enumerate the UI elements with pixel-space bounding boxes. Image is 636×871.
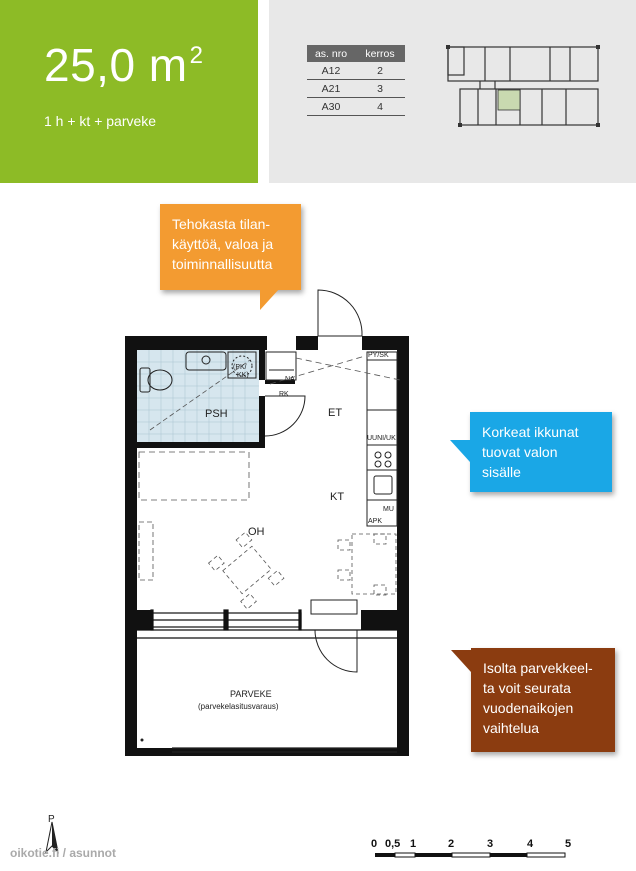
scale-tick-label: 0 [371,838,378,850]
scale-tick-label: 5 [565,838,572,850]
label-na: NA [285,376,295,383]
label-uuni-uk: UUNI/UK [367,435,396,442]
callout-pointer [451,650,471,672]
col-header-apartment: as. nro [307,45,355,62]
callout-pointer [450,440,470,462]
room-label-parveke: PARVEKE [230,689,272,699]
room-label-et: ET [328,407,343,419]
scale-tick-label: 4 [527,838,534,850]
floor-number: 4 [355,98,405,116]
balcony-door [311,600,357,672]
floor-number: 3 [355,80,405,98]
bathroom-door [265,396,305,436]
callout-high-windows: Korkeat ikkunat tuovat valon sisälle [470,412,612,492]
callout-efficient-space: Tehokasta tilan-käyttöä, valoa ja toiminnallisuutta [160,204,301,290]
scale-tick-label: 2 [448,838,455,850]
room-label-oh: OH [248,526,265,538]
label-pk: (PK/ [233,364,247,371]
callout-large-balcony: Isolta parvekkeel-ta voit seurata vuodenaikojen vaihtelua [471,648,615,752]
room-label-kt: KT [330,491,345,503]
bed-outline [139,452,249,500]
label-py-sk: PY/SK [368,352,389,359]
label-mu: MU [383,506,394,513]
label-rk: RK [279,391,289,398]
living-room-windows [137,610,397,638]
label-apk: APK [368,518,383,525]
room-summary: 1 h + kt + parveke [44,113,157,129]
entrance-door [318,290,362,336]
scale-tick-label: 3 [487,838,494,850]
area-unit-superscript: 2 [189,42,204,69]
apartment-number: A12 [307,62,355,80]
col-header-floor: kerros [355,45,405,62]
apartment-number: A21 [307,80,355,98]
dining-table-outline [209,532,284,609]
scale-tick-label: 1 [410,838,417,850]
watermark: oikotie.fi / asunnot [10,846,117,860]
apartment-area: 25,0 $m^2$ [44,39,204,91]
north-label: P [48,814,55,825]
floor-number: 2 [355,62,405,80]
balcony-glazing-note: (parvekelasitusvaraus) [198,702,279,711]
apartment-number: A30 [307,98,355,116]
scale-tick-label: 0,5 [385,838,401,850]
room-label-psh: PSH [205,408,228,420]
kitchen-table-outline [338,534,396,595]
label-kk: KK) [237,372,249,379]
callout-pointer [260,288,280,310]
